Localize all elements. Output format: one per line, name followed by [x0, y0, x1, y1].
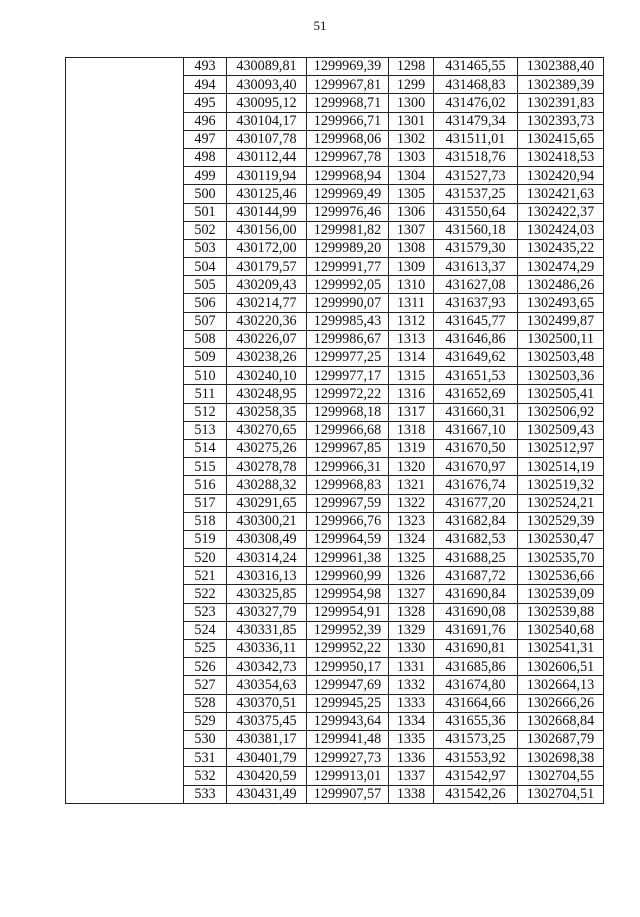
y-coordinate-left: 1299947,69 — [307, 676, 389, 694]
point-number-left: 511 — [184, 385, 227, 403]
y-coordinate-left: 1299966,76 — [307, 512, 389, 530]
y-coordinate-right: 1302687,79 — [518, 730, 604, 748]
x-coordinate-right: 431527,73 — [434, 167, 518, 185]
y-coordinate-right: 1302704,51 — [518, 785, 604, 803]
x-coordinate-right: 431676,74 — [434, 476, 518, 494]
point-number-left: 503 — [184, 239, 227, 257]
y-coordinate-left: 1299913,01 — [307, 767, 389, 785]
y-coordinate-right: 1302493,65 — [518, 294, 604, 312]
y-coordinate-right: 1302415,65 — [518, 130, 604, 148]
point-number-right: 1310 — [389, 276, 434, 294]
y-coordinate-left: 1299961,38 — [307, 549, 389, 567]
point-number-left: 494 — [184, 76, 227, 94]
x-coordinate-left: 430381,17 — [227, 730, 307, 748]
point-number-left: 527 — [184, 676, 227, 694]
point-number-right: 1298 — [389, 58, 434, 76]
point-number-left: 528 — [184, 694, 227, 712]
x-coordinate-right: 431468,83 — [434, 76, 518, 94]
y-coordinate-left: 1299927,73 — [307, 749, 389, 767]
x-coordinate-right: 431664,66 — [434, 694, 518, 712]
x-coordinate-left: 430104,17 — [227, 112, 307, 130]
y-coordinate-left: 1299941,48 — [307, 730, 389, 748]
x-coordinate-right: 431518,76 — [434, 148, 518, 166]
y-coordinate-left: 1299966,68 — [307, 421, 389, 439]
x-coordinate-left: 430226,07 — [227, 330, 307, 348]
x-coordinate-right: 431674,80 — [434, 676, 518, 694]
x-coordinate-right: 431685,86 — [434, 658, 518, 676]
x-coordinate-right: 431542,26 — [434, 785, 518, 803]
x-coordinate-left: 430370,51 — [227, 694, 307, 712]
point-number-right: 1338 — [389, 785, 434, 803]
x-coordinate-left: 430214,77 — [227, 294, 307, 312]
y-coordinate-left: 1299968,94 — [307, 167, 389, 185]
y-coordinate-left: 1299945,25 — [307, 694, 389, 712]
x-coordinate-left: 430291,65 — [227, 494, 307, 512]
point-number-right: 1328 — [389, 603, 434, 621]
y-coordinate-left: 1299967,78 — [307, 148, 389, 166]
point-number-left: 502 — [184, 221, 227, 239]
x-coordinate-right: 431511,01 — [434, 130, 518, 148]
y-coordinate-left: 1299985,43 — [307, 312, 389, 330]
x-coordinate-left: 430300,21 — [227, 512, 307, 530]
y-coordinate-right: 1302420,94 — [518, 167, 604, 185]
y-coordinate-right: 1302393,73 — [518, 112, 604, 130]
y-coordinate-right: 1302539,88 — [518, 603, 604, 621]
x-coordinate-right: 431660,31 — [434, 403, 518, 421]
point-number-left: 515 — [184, 458, 227, 476]
x-coordinate-right: 431687,72 — [434, 567, 518, 585]
x-coordinate-right: 431651,53 — [434, 367, 518, 385]
point-number-left: 529 — [184, 712, 227, 730]
x-coordinate-left: 430342,73 — [227, 658, 307, 676]
y-coordinate-right: 1302435,22 — [518, 239, 604, 257]
y-coordinate-right: 1302503,36 — [518, 367, 604, 385]
x-coordinate-left: 430119,94 — [227, 167, 307, 185]
point-number-left: 518 — [184, 512, 227, 530]
y-coordinate-right: 1302704,55 — [518, 767, 604, 785]
y-coordinate-right: 1302424,03 — [518, 221, 604, 239]
x-coordinate-left: 430270,65 — [227, 421, 307, 439]
point-number-left: 496 — [184, 112, 227, 130]
point-number-right: 1326 — [389, 567, 434, 585]
x-coordinate-right: 431465,55 — [434, 58, 518, 76]
point-number-left: 498 — [184, 148, 227, 166]
point-number-left: 513 — [184, 421, 227, 439]
point-number-left: 499 — [184, 167, 227, 185]
y-coordinate-right: 1302530,47 — [518, 530, 604, 548]
table-row — [66, 58, 604, 76]
point-number-right: 1330 — [389, 640, 434, 658]
x-coordinate-right: 431667,10 — [434, 421, 518, 439]
y-coordinate-right: 1302519,32 — [518, 476, 604, 494]
y-coordinate-right: 1302541,31 — [518, 640, 604, 658]
y-coordinate-left: 1299966,71 — [307, 112, 389, 130]
point-number-right: 1334 — [389, 712, 434, 730]
page-number: 51 — [313, 18, 327, 33]
y-coordinate-left: 1299954,91 — [307, 603, 389, 621]
y-coordinate-right: 1302606,51 — [518, 658, 604, 676]
table-body — [66, 58, 604, 804]
point-number-left: 516 — [184, 476, 227, 494]
y-coordinate-right: 1302422,37 — [518, 203, 604, 221]
y-coordinate-right: 1302418,53 — [518, 148, 604, 166]
x-coordinate-right: 431560,18 — [434, 221, 518, 239]
x-coordinate-left: 430431,49 — [227, 785, 307, 803]
y-coordinate-right: 1302505,41 — [518, 385, 604, 403]
y-coordinate-right: 1302536,66 — [518, 567, 604, 585]
point-number-right: 1322 — [389, 494, 434, 512]
x-coordinate-right: 431690,08 — [434, 603, 518, 621]
y-coordinate-right: 1302529,39 — [518, 512, 604, 530]
point-number-left: 507 — [184, 312, 227, 330]
x-coordinate-right: 431479,34 — [434, 112, 518, 130]
point-number-left: 526 — [184, 658, 227, 676]
x-coordinate-right: 431652,69 — [434, 385, 518, 403]
point-number-right: 1301 — [389, 112, 434, 130]
x-coordinate-left: 430316,13 — [227, 567, 307, 585]
point-number-right: 1303 — [389, 148, 434, 166]
point-number-left: 505 — [184, 276, 227, 294]
y-coordinate-right: 1302506,92 — [518, 403, 604, 421]
y-coordinate-left: 1299966,31 — [307, 458, 389, 476]
x-coordinate-left: 430095,12 — [227, 94, 307, 112]
point-number-left: 524 — [184, 621, 227, 639]
y-coordinate-right: 1302535,70 — [518, 549, 604, 567]
x-coordinate-left: 430336,11 — [227, 640, 307, 658]
x-coordinate-right: 431655,36 — [434, 712, 518, 730]
x-coordinate-left: 430331,85 — [227, 621, 307, 639]
x-coordinate-right: 431690,84 — [434, 585, 518, 603]
point-number-right: 1316 — [389, 385, 434, 403]
point-number-right: 1315 — [389, 367, 434, 385]
x-coordinate-right: 431579,30 — [434, 239, 518, 257]
x-coordinate-left: 430112,44 — [227, 148, 307, 166]
y-coordinate-left: 1299968,18 — [307, 403, 389, 421]
point-number-right: 1327 — [389, 585, 434, 603]
y-coordinate-left: 1299969,39 — [307, 58, 389, 76]
x-coordinate-right: 431682,84 — [434, 512, 518, 530]
x-coordinate-right: 431627,08 — [434, 276, 518, 294]
x-coordinate-right: 431537,25 — [434, 185, 518, 203]
point-number-left: 506 — [184, 294, 227, 312]
x-coordinate-right: 431682,53 — [434, 530, 518, 548]
y-coordinate-left: 1299960,99 — [307, 567, 389, 585]
y-coordinate-right: 1302664,13 — [518, 676, 604, 694]
point-number-right: 1319 — [389, 439, 434, 457]
point-number-right: 1333 — [389, 694, 434, 712]
coordinates-table — [65, 57, 604, 804]
x-coordinate-left: 430308,49 — [227, 530, 307, 548]
point-number-right: 1321 — [389, 476, 434, 494]
point-number-right: 1300 — [389, 94, 434, 112]
point-number-right: 1320 — [389, 458, 434, 476]
x-coordinate-right: 431690,81 — [434, 640, 518, 658]
point-number-left: 530 — [184, 730, 227, 748]
y-coordinate-left: 1299907,57 — [307, 785, 389, 803]
y-coordinate-right: 1302389,39 — [518, 76, 604, 94]
y-coordinate-left: 1299972,22 — [307, 385, 389, 403]
point-number-right: 1318 — [389, 421, 434, 439]
y-coordinate-right: 1302421,63 — [518, 185, 604, 203]
y-coordinate-left: 1299943,64 — [307, 712, 389, 730]
y-coordinate-left: 1299952,22 — [307, 640, 389, 658]
point-number-right: 1331 — [389, 658, 434, 676]
x-coordinate-left: 430209,43 — [227, 276, 307, 294]
x-coordinate-right: 431573,25 — [434, 730, 518, 748]
x-coordinate-left: 430275,26 — [227, 439, 307, 457]
x-coordinate-left: 430325,85 — [227, 585, 307, 603]
y-coordinate-right: 1302486,26 — [518, 276, 604, 294]
x-coordinate-left: 430327,79 — [227, 603, 307, 621]
y-coordinate-right: 1302698,38 — [518, 749, 604, 767]
point-number-right: 1309 — [389, 258, 434, 276]
x-coordinate-right: 431691,76 — [434, 621, 518, 639]
point-number-right: 1325 — [389, 549, 434, 567]
x-coordinate-left: 430288,32 — [227, 476, 307, 494]
point-number-right: 1314 — [389, 349, 434, 367]
point-number-left: 497 — [184, 130, 227, 148]
x-coordinate-left: 430144,99 — [227, 203, 307, 221]
x-coordinate-left: 430314,24 — [227, 549, 307, 567]
y-coordinate-right: 1302391,83 — [518, 94, 604, 112]
x-coordinate-left: 430258,35 — [227, 403, 307, 421]
point-number-left: 532 — [184, 767, 227, 785]
x-coordinate-left: 430156,00 — [227, 221, 307, 239]
point-number-left: 501 — [184, 203, 227, 221]
point-number-right: 1317 — [389, 403, 434, 421]
point-number-right: 1324 — [389, 530, 434, 548]
point-number-left: 512 — [184, 403, 227, 421]
x-coordinate-left: 430420,59 — [227, 767, 307, 785]
y-coordinate-right: 1302500,11 — [518, 330, 604, 348]
y-coordinate-left: 1299967,85 — [307, 439, 389, 457]
x-coordinate-left: 430238,26 — [227, 349, 307, 367]
x-coordinate-right: 431670,97 — [434, 458, 518, 476]
point-number-right: 1336 — [389, 749, 434, 767]
point-number-left: 521 — [184, 567, 227, 585]
y-coordinate-right: 1302514,19 — [518, 458, 604, 476]
x-coordinate-right: 431550,64 — [434, 203, 518, 221]
y-coordinate-left: 1299981,82 — [307, 221, 389, 239]
x-coordinate-left: 430278,78 — [227, 458, 307, 476]
point-number-right: 1307 — [389, 221, 434, 239]
point-number-right: 1308 — [389, 239, 434, 257]
x-coordinate-right: 431542,97 — [434, 767, 518, 785]
y-coordinate-left: 1299964,59 — [307, 530, 389, 548]
point-number-left: 523 — [184, 603, 227, 621]
y-coordinate-left: 1299990,07 — [307, 294, 389, 312]
point-number-left: 531 — [184, 749, 227, 767]
x-coordinate-right: 431688,25 — [434, 549, 518, 567]
x-coordinate-right: 431645,77 — [434, 312, 518, 330]
point-number-left: 533 — [184, 785, 227, 803]
point-number-left: 500 — [184, 185, 227, 203]
point-number-right: 1337 — [389, 767, 434, 785]
x-coordinate-right: 431637,93 — [434, 294, 518, 312]
point-number-right: 1313 — [389, 330, 434, 348]
empty-first-column-cell — [66, 58, 184, 804]
y-coordinate-left: 1299954,98 — [307, 585, 389, 603]
point-number-right: 1323 — [389, 512, 434, 530]
y-coordinate-right: 1302539,09 — [518, 585, 604, 603]
y-coordinate-right: 1302668,84 — [518, 712, 604, 730]
y-coordinate-left: 1299952,39 — [307, 621, 389, 639]
y-coordinate-left: 1299967,81 — [307, 76, 389, 94]
y-coordinate-right: 1302474,29 — [518, 258, 604, 276]
x-coordinate-left: 430354,63 — [227, 676, 307, 694]
point-number-right: 1332 — [389, 676, 434, 694]
x-coordinate-left: 430240,10 — [227, 367, 307, 385]
point-number-left: 504 — [184, 258, 227, 276]
point-number-right: 1312 — [389, 312, 434, 330]
y-coordinate-right: 1302512,97 — [518, 439, 604, 457]
y-coordinate-left: 1299968,83 — [307, 476, 389, 494]
point-number-left: 517 — [184, 494, 227, 512]
point-number-right: 1311 — [389, 294, 434, 312]
y-coordinate-left: 1299977,17 — [307, 367, 389, 385]
x-coordinate-right: 431553,92 — [434, 749, 518, 767]
x-coordinate-left: 430125,46 — [227, 185, 307, 203]
x-coordinate-right: 431670,50 — [434, 439, 518, 457]
x-coordinate-left: 430107,78 — [227, 130, 307, 148]
y-coordinate-left: 1299991,77 — [307, 258, 389, 276]
x-coordinate-right: 431677,20 — [434, 494, 518, 512]
y-coordinate-left: 1299968,71 — [307, 94, 389, 112]
x-coordinate-left: 430179,57 — [227, 258, 307, 276]
y-coordinate-left: 1299986,67 — [307, 330, 389, 348]
y-coordinate-right: 1302503,48 — [518, 349, 604, 367]
y-coordinate-right: 1302509,43 — [518, 421, 604, 439]
y-coordinate-right: 1302666,26 — [518, 694, 604, 712]
point-number-right: 1302 — [389, 130, 434, 148]
y-coordinate-left: 1299989,20 — [307, 239, 389, 257]
x-coordinate-right: 431646,86 — [434, 330, 518, 348]
point-number-right: 1305 — [389, 185, 434, 203]
x-coordinate-left: 430220,36 — [227, 312, 307, 330]
point-number-right: 1329 — [389, 621, 434, 639]
y-coordinate-left: 1299967,59 — [307, 494, 389, 512]
point-number-left: 508 — [184, 330, 227, 348]
x-coordinate-right: 431476,02 — [434, 94, 518, 112]
y-coordinate-right: 1302540,68 — [518, 621, 604, 639]
point-number-left: 520 — [184, 549, 227, 567]
point-number-left: 525 — [184, 640, 227, 658]
y-coordinate-left: 1299976,46 — [307, 203, 389, 221]
x-coordinate-left: 430248,95 — [227, 385, 307, 403]
y-coordinate-right: 1302388,40 — [518, 58, 604, 76]
point-number-left: 509 — [184, 349, 227, 367]
point-number-left: 493 — [184, 58, 227, 76]
point-number-left: 514 — [184, 439, 227, 457]
y-coordinate-left: 1299992,05 — [307, 276, 389, 294]
point-number-left: 522 — [184, 585, 227, 603]
x-coordinate-left: 430089,81 — [227, 58, 307, 76]
y-coordinate-left: 1299950,17 — [307, 658, 389, 676]
x-coordinate-right: 431649,62 — [434, 349, 518, 367]
y-coordinate-left: 1299969,49 — [307, 185, 389, 203]
y-coordinate-left: 1299977,25 — [307, 349, 389, 367]
x-coordinate-right: 431613,37 — [434, 258, 518, 276]
y-coordinate-right: 1302499,87 — [518, 312, 604, 330]
point-number-right: 1306 — [389, 203, 434, 221]
point-number-left: 519 — [184, 530, 227, 548]
point-number-left: 510 — [184, 367, 227, 385]
y-coordinate-right: 1302524,21 — [518, 494, 604, 512]
point-number-right: 1335 — [389, 730, 434, 748]
point-number-right: 1304 — [389, 167, 434, 185]
x-coordinate-left: 430093,40 — [227, 76, 307, 94]
point-number-right: 1299 — [389, 76, 434, 94]
x-coordinate-left: 430375,45 — [227, 712, 307, 730]
x-coordinate-left: 430401,79 — [227, 749, 307, 767]
y-coordinate-left: 1299968,06 — [307, 130, 389, 148]
x-coordinate-left: 430172,00 — [227, 239, 307, 257]
point-number-left: 495 — [184, 94, 227, 112]
